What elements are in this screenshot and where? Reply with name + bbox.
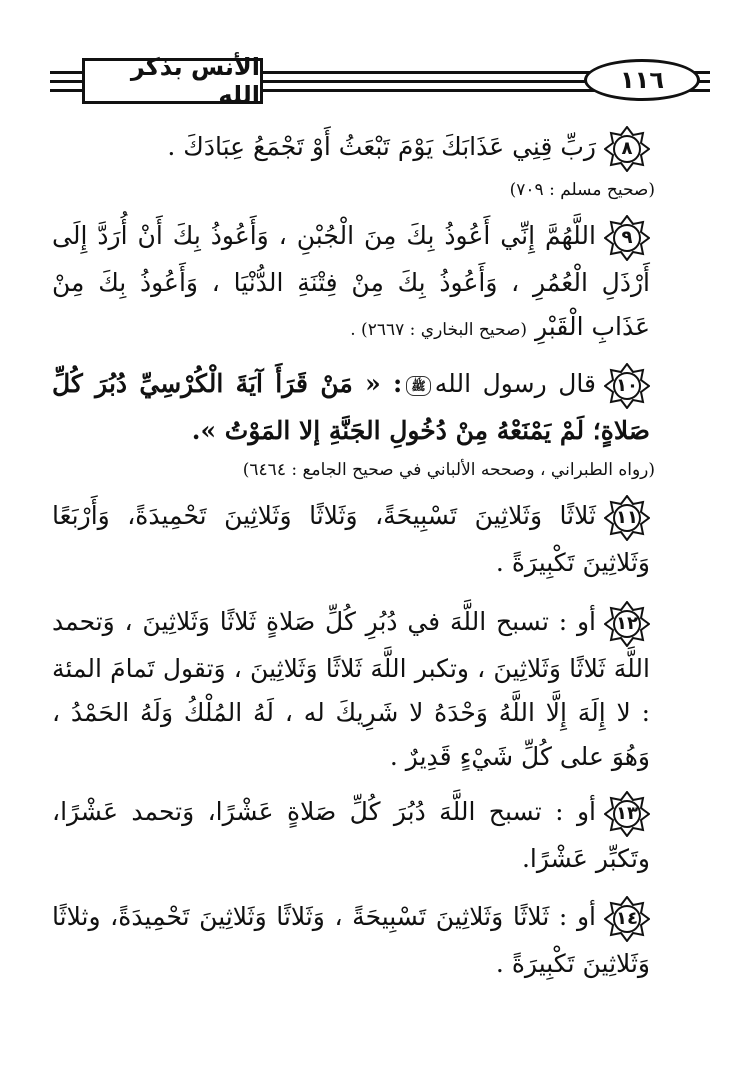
hadith-text: : « مَنْ قَرَأَ آيَةَ الْكُرْسِيِّ دُبُرَ كُلِّ صَلاةٍ؛ لَمْ يَمْنَعْهُ مِنْ دُخُولِ الجَنَّةِ إلا المَوْتُ ».: [52, 369, 650, 445]
hadith-item-10: [52, 362, 650, 453]
page-number: ١١٦: [584, 59, 700, 101]
item-number: ٩: [621, 226, 633, 248]
dua-text: اللَّهُمَّ إِنِّي أَعُوذُ بِكَ مِنَ الْجُبْنِ ، وَأَعُوذُ بِكَ أَنْ أُرَدَّ إِلَى أَرْذَلِ الْعُمُرِ ، وَأَعُوذُ بِكَ مِنْ فِتْنَةِ الدُّنْيَا ، وَأَعُوذُ بِكَ مِنْ عَذَابِ الْقَبْرِ: [52, 221, 650, 341]
item-number: ١٤: [616, 907, 638, 929]
dua-item-8: [52, 125, 650, 172]
dhikr-text: ثَلاثًا وَثَلاثِينَ تَسْبِيحَةً، وَثَلاثًا وَثَلاثِينَ تَحْمِيدَةً، وَأَرْبَعًا وَثَلاثِينَ تَكْبِيرَةً .: [52, 501, 650, 577]
chapter-title: الأنس بذكر الله: [82, 58, 263, 104]
item-number-badge: [604, 601, 650, 647]
item-number-badge: [604, 126, 650, 172]
item-number-badge: [604, 896, 650, 942]
dhikr-text: أو : تسبح اللَّهَ في دُبُرِ كُلِّ صَلاةٍ ثَلاثًا وَثَلاثِينَ ، وَتحمد اللَّهَ ثَلاثًا وَثَلاثِينَ ، وتكبر اللَّهَ ثَلاثًا وَثَلاثِينَ ، وَتقول تَمامَ المئة : لا إِلَهَ إِلَّا اللَّهُ وَحْدَهُ لا شَرِيكَ له ، لَهُ المُلْكُ وَلَهُ الحَمْدُ ، وَهُوَ على كُلِّ شَيْءٍ قَدِيرٌ .: [52, 607, 650, 771]
dhikr-text: أو : ثَلاثًا وَثَلاثِينَ تَسْبِيحَةً ، وَثَلاثًا وَثَلاثِينَ تَحْمِيدَةً، وثلاثًا وَثَلاثِينَ تَكْبِيرَةً .: [52, 902, 650, 978]
item-number: ١٢: [616, 612, 638, 634]
dua-item-9: [52, 214, 650, 352]
item-number-badge: [604, 791, 650, 837]
item-number-badge: [604, 363, 650, 409]
item-number-badge: [604, 495, 650, 541]
salawat-symbol: ﷺ: [406, 376, 431, 396]
source-reference: (صحيح البخاري : ٢٦٦٧) .: [350, 319, 528, 340]
dhikr-item-13: [52, 790, 650, 881]
source-reference: (رواه الطبراني ، وصححه الألباني في صحيح الجامع : ٦٤٦٤): [242, 460, 655, 480]
source-reference: (صحيح مسلم : ٧٠٩): [509, 180, 655, 200]
item-number-badge: [604, 215, 650, 261]
dhikr-item-11: [52, 494, 650, 585]
item-number: ١١: [616, 506, 638, 528]
item-number: ٨: [621, 137, 633, 159]
item-number: ١٠: [616, 374, 638, 396]
page-header: [50, 53, 710, 109]
item-number: ١٣: [616, 802, 638, 824]
dua-text: رَبِّ قِنِي عَذَابَكَ يَوْمَ تَبْعَثُ أَوْ تَجْمَعُ عِبَادَكَ .: [167, 132, 596, 161]
dhikr-item-12: [52, 600, 650, 779]
hadith-lead: قال رسول الله: [434, 369, 596, 398]
dhikr-item-14: [52, 895, 650, 986]
dhikr-text: أو : تسبح اللَّهَ دُبُرَ كُلِّ صَلاةٍ عَشْرًا، وَتحمد عَشْرًا، وتَكبِّر عَشْرًا.: [52, 797, 650, 873]
